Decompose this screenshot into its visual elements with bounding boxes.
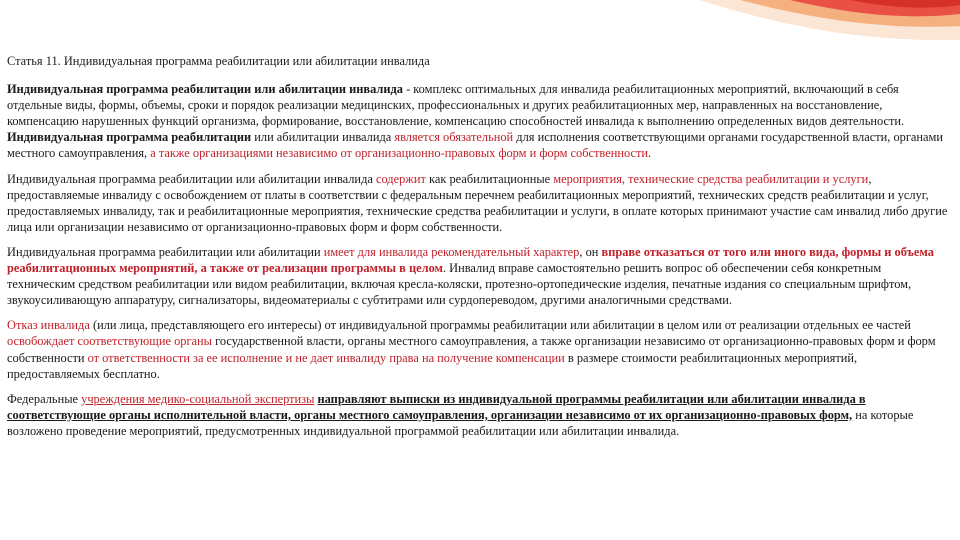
text-segment: Федеральные (7, 391, 82, 406)
paragraph (7, 317, 949, 381)
text-segment: а также организациями независимо от организационно-правовых форм и форм собственности (150, 146, 649, 161)
article-text (7, 81, 949, 439)
text-segment: . (648, 146, 652, 161)
text-segment: является обязательной (394, 130, 514, 145)
text-segment: мероприятия, технические средства реабилитации и услуги (553, 171, 869, 186)
text-segment: Индивидуальная программа реабилитации или абилитации инвалида (7, 82, 403, 97)
text-segment: направляют выписки из индивидуальной программы реабилитации или абилитации инвалида в соответствующие органы исполнительной власти, органы местного самоуправления, организации независимо от их организационно-правовых форм, (7, 391, 866, 422)
text-segment: , он (579, 244, 602, 259)
text-segment: . Инвалид вправе самостоятельно решить вопрос об обеспечении себя конкретным техническим средством реабилитации или видом реабилитации, включая кресла-коляски, протезно-ортопедические изделия, печатные издания со специальным шрифтом, звукоусиливающую аппаратуру, сигнализаторы, видеоматериалы с субтитрами или сурдопереводом, другими аналогичными средствами. (7, 261, 912, 308)
text-segment: Отказ инвалида (7, 318, 90, 333)
text-segment: в размере стоимости реабилитационных мероприятий, предоставляемых бесплатно. (7, 350, 858, 381)
text-segment: освобождает соответствующие органы (7, 334, 213, 349)
text-segment: вправе отказаться от того или иного вида, формы и объема реабилитационных мероприятий, а также от реализации программы в целом (7, 244, 934, 276)
text-segment: Индивидуальная программа реабилитации или абилитации (7, 244, 324, 259)
text-segment: от ответственности за ее исполнение и не дает инвалиду права на получение компенсации (87, 350, 565, 365)
text-segment: как реабилитационные (425, 171, 554, 186)
text-segment: Индивидуальная программа реабилитации или абилитации инвалида (7, 171, 376, 186)
text-segment: , предоставляемые инвалиду с освобождением от платы в соответствии с федеральным перечнем реабилитационных мероприятий, технических средств реабилитации и услуг, предоставляемых инвалиду, так и реабилитационные мероприятия, технические средства реабилитации и услуги, в оплате которых принимают участие сам инвалид либо другие лица или организации независимо от организационно-правовых форм и форм собственности. (7, 171, 948, 234)
paragraph (7, 81, 949, 161)
text-segment: имеет для инвалида рекомендательный характер (323, 244, 580, 259)
paragraph (7, 244, 949, 308)
text-segment: на которые возложено проведение мероприятий, предусмотренных индивидуальной программой реабилитации или абилитации инвалида. (7, 407, 914, 438)
text-segment: учреждения медико-социальной экспертизы (81, 391, 315, 406)
text-segment: содержит (375, 171, 426, 186)
text-segment: или абилитации инвалида (251, 130, 395, 145)
paragraph (7, 171, 949, 235)
text-segment: - комплекс оптимальных для инвалида реабилитационных мероприятий, включающий в себя отдельные виды, формы, объемы, сроки и порядок реализации медицинских, профессиональных и других реабилитационных мер, направленных на восстановление, компенсацию нарушенных функций организма, формирование, восстановление, компенсацию способностей инвалида к выполнению определенных видов деятельности. (7, 82, 905, 129)
corner-decoration (700, 0, 960, 60)
text-segment: государственной власти, органы местного самоуправления, а также организации независимо от организационно-правовых форм и форм собственности (7, 334, 936, 365)
text-segment: для исполнения соответствующими органами государственной власти, органами местного самоуправления, (7, 130, 944, 161)
text-segment: Индивидуальная программа реабилитации (7, 130, 252, 145)
article-title: Статья 11. Индивидуальная программа реабилитации или абилитации инвалида (7, 54, 430, 68)
document-body (7, 53, 949, 448)
paragraph (7, 391, 949, 439)
text-segment: (или лица, представляющего его интересы) от индивидуальной программы реабилитации или абилитации в целом или от реализации отдельных ее частей (89, 318, 911, 333)
